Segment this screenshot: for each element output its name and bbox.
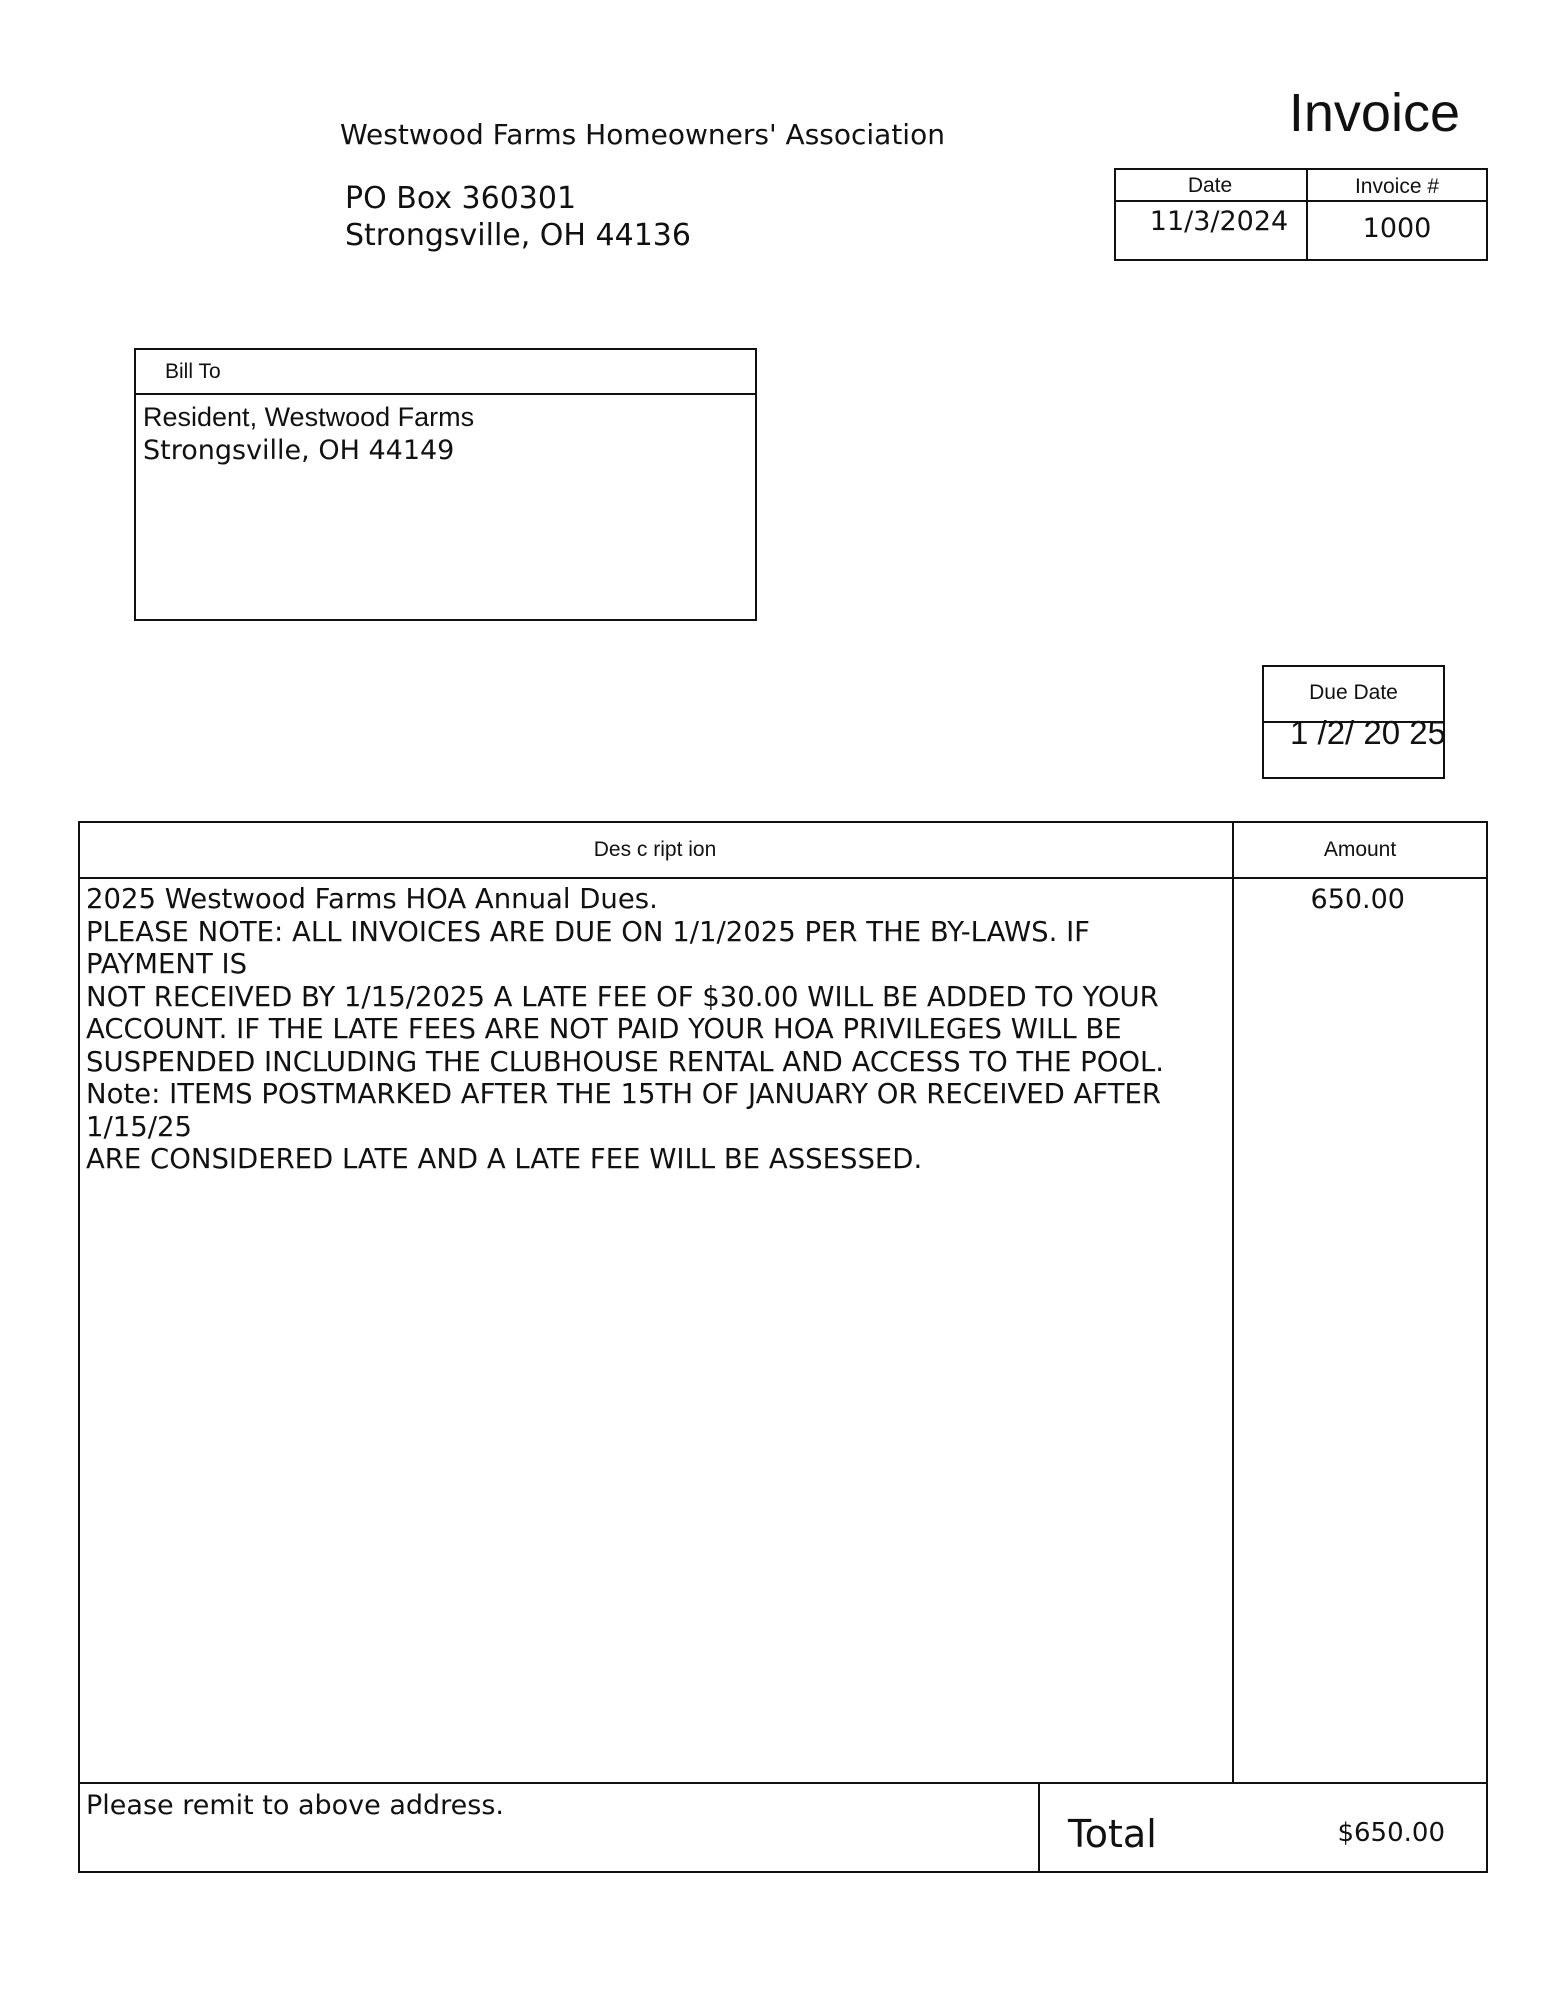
organization-name: Westwood Farms Homeowners' Association — [340, 118, 945, 151]
total-label: Total — [1068, 1812, 1157, 1856]
address-line-1: PO Box 360301 — [345, 181, 577, 216]
date-label: Date — [1187, 174, 1233, 197]
due-date-label: Due Date — [1309, 681, 1398, 704]
invoice-number-label: Invoice # — [1354, 175, 1440, 198]
due-date-value: 1 /2/ 20 25 — [1290, 714, 1446, 751]
meta-divider — [1114, 200, 1488, 202]
footer-column-divider — [1038, 1782, 1040, 1873]
bill-to-address — [143, 400, 474, 468]
line-amount: 650.00 — [1310, 884, 1405, 915]
bill-to-box — [134, 348, 757, 621]
date-value: 11/3/2024 — [1149, 206, 1289, 237]
description-line: NOT RECEIVED BY 1/15/2025 A LATE FEE OF $30.00 WILL BE ADDED TO YOUR — [86, 980, 1159, 1013]
description-line: SUSPENDED INCLUDING THE CLUBHOUSE RENTAL AND ACCESS TO THE POOL. — [86, 1045, 1165, 1078]
invoice-number-value: 1000 — [1362, 213, 1432, 244]
organization-address — [345, 180, 691, 254]
description-line: 2025 Westwood Farms HOA Annual Dues. — [86, 883, 658, 915]
remit-note: Please remit to above address. — [86, 1790, 505, 1821]
bill-to-label: Bill To — [165, 360, 221, 383]
document-title: Invoice — [1288, 83, 1460, 143]
description-line: Note: ITEMS POSTMARKED AFTER THE 15TH OF JANUARY OR RECEIVED AFTER 1/15/25 — [86, 1078, 1161, 1143]
total-value: $650.00 — [1337, 1818, 1445, 1848]
amount-header: Amount — [1323, 838, 1397, 861]
table-header-divider — [78, 877, 1488, 879]
description-line: PLEASE NOTE: ALL INVOICES ARE DUE ON 1/1/2025 PER THE BY-LAWS. IF PAYMENT IS — [86, 915, 1091, 980]
table-column-divider — [1232, 821, 1234, 1783]
table-footer-divider — [78, 1782, 1488, 1784]
bill-to-line-2: Strongsville, OH 44149 — [143, 435, 455, 466]
description-line: ARE CONSIDERED LATE AND A LATE FEE WILL BE ASSESSED. — [86, 1143, 923, 1175]
bill-to-line-1: Resident, Westwood Farms — [143, 402, 475, 432]
bill-to-divider — [134, 393, 757, 395]
description-text — [86, 883, 1216, 1176]
address-line-2: Strongsville, OH 44136 — [345, 218, 691, 253]
description-line: ACCOUNT. IF THE LATE FEES ARE NOT PAID YOUR HOA PRIVILEGES WILL BE — [86, 1013, 1122, 1045]
description-header: Des c ript ion — [593, 838, 717, 861]
